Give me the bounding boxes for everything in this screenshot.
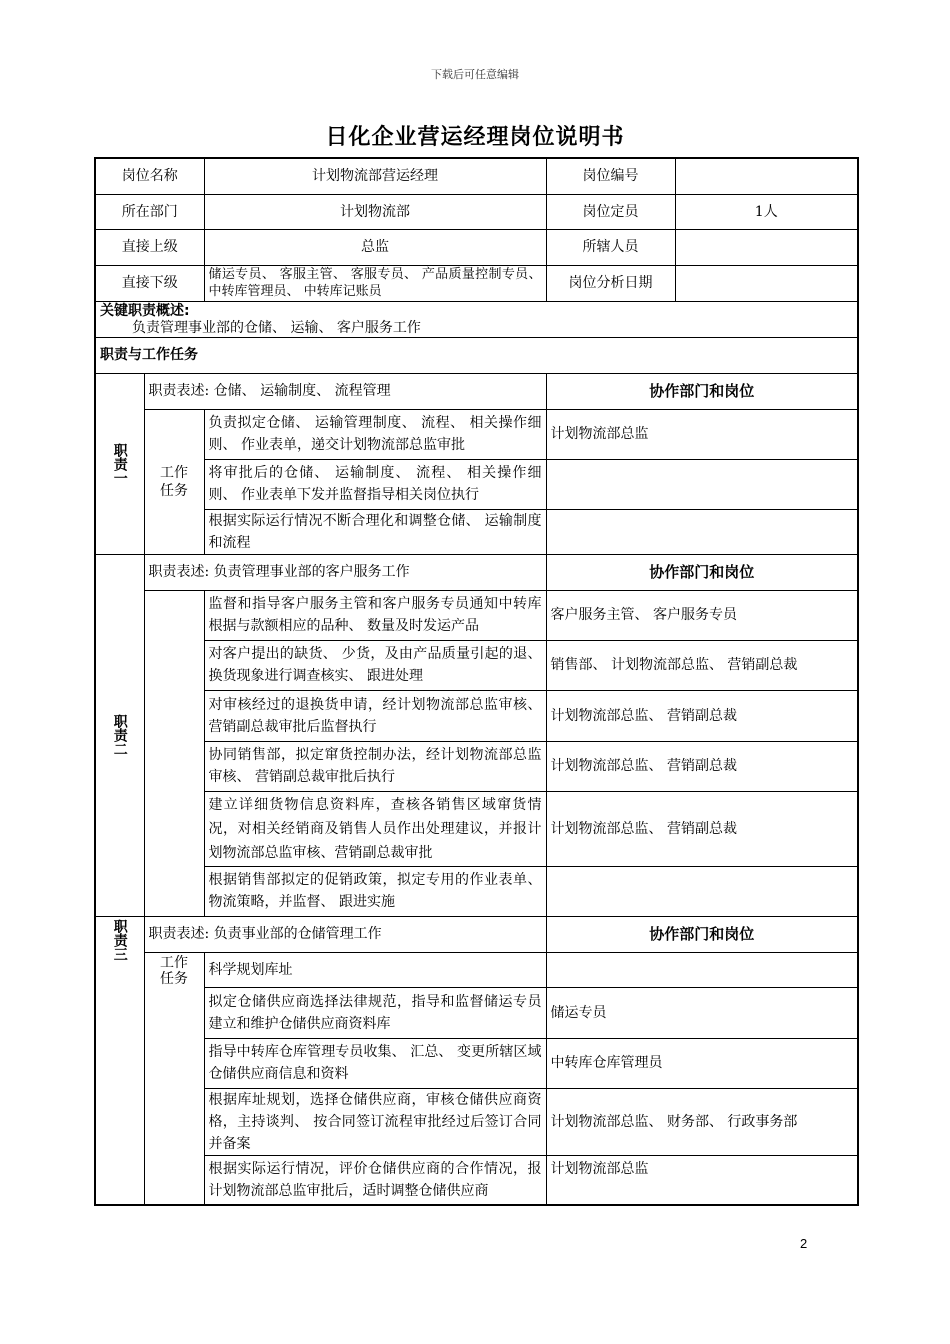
label-cell: 岗位编号 (546, 158, 675, 194)
task-collab: 计划物流部总监 (546, 1155, 858, 1205)
value-cell: 总监 (204, 229, 546, 265)
task-row (95, 409, 858, 459)
task-collab (546, 459, 858, 509)
label-cell: 岗位分析日期 (546, 265, 675, 301)
task-collab: 计划物流部总监 (546, 409, 858, 459)
label-cell: 直接上级 (95, 229, 204, 265)
page-number: 2 (800, 1236, 808, 1251)
info-row (95, 194, 858, 229)
value-cell: 1人 (675, 194, 858, 229)
label-cell: 所在部门 (95, 194, 204, 229)
duty2-desc-row (95, 554, 858, 590)
task-text: 根据实际运行情况，评价仓储供应商的合作情况，报计划物流部总监审批后，适时调整仓储供应商 (204, 1155, 546, 1205)
duty2-desc: 职责表述: 负责管理事业部的客户服务工作 (144, 554, 546, 590)
duty1-name: 职责一 (95, 373, 144, 554)
task-collab (546, 866, 858, 916)
task-row (95, 741, 858, 791)
task-collab: 计划物流部总监、 营销副总裁 (546, 741, 858, 791)
task-collab: 计划物流部总监、 营销副总裁 (546, 690, 858, 741)
duty1-desc: 职责表述: 仓储、 运输制度、 流程管理 (144, 373, 546, 409)
label-cell: 岗位名称 (95, 158, 204, 194)
task-text: 对客户提出的缺货、 少货，及由产品质量引起的退、 换货现象进行调查核实、 跟进处理 (204, 640, 546, 690)
duties-label: 职责与工作任务 (95, 337, 858, 373)
task-collab (546, 952, 858, 987)
task-text: 科学规划库址 (204, 952, 546, 987)
value-cell (675, 158, 858, 194)
task-collab (546, 509, 858, 554)
collab-header: 协作部门和岗位 (546, 916, 858, 952)
task-row (95, 987, 858, 1038)
task-collab: 储运专员 (546, 987, 858, 1038)
job-description-table (94, 157, 859, 1206)
task-text: 监督和指导客户服务主管和客户服务专员通知中转库根据与款额相应的品种、 数量及时发运产品 (204, 590, 546, 640)
duty3-desc-row (95, 916, 858, 952)
task-text: 根据实际运行情况不断合理化和调整仓储、 运输制度和流程 (204, 509, 546, 554)
task-text: 负责拟定仓储、 运输管理制度、 流程、 相关操作细则、 作业表单，递交计划物流部总监审批 (204, 409, 546, 459)
value-cell (675, 229, 858, 265)
task-collab: 客户服务主管、 客户服务专员 (546, 590, 858, 640)
info-row (95, 229, 858, 265)
task-row (95, 1038, 858, 1088)
task-text: 对审核经过的退换货申请，经计划物流部总监审核、 营销副总裁审批后监督执行 (204, 690, 546, 741)
task-row (95, 459, 858, 509)
task-row (95, 791, 858, 866)
task-row (95, 690, 858, 741)
value-cell: 计划物流部营运经理 (204, 158, 546, 194)
task-text: 根据库址规划，选择仓储供应商，审核仓储供应商资格，主持谈判、 按合同签订流程审批经过后签订合同并备案 (204, 1088, 546, 1155)
collab-header: 协作部门和岗位 (546, 373, 858, 409)
duties-header-row (95, 337, 858, 373)
task-collab: 计划物流部总监、 财务部、 行政事务部 (546, 1088, 858, 1155)
task-row (95, 509, 858, 554)
task-row (95, 1088, 858, 1155)
task-collab: 中转库仓库管理员 (546, 1038, 858, 1088)
task-text: 指导中转库仓库管理专员收集、 汇总、 变更所辖区域仓储供应商信息和资料 (204, 1038, 546, 1088)
duty2-name: 职责二 (95, 554, 144, 916)
summary-label: 关键职责概述: (100, 302, 190, 319)
task-text: 根据销售部拟定的促销政策，拟定专用的作业表单、 物流策略，并监督、 跟进实施 (204, 866, 546, 916)
value-cell: 计划物流部 (204, 194, 546, 229)
task-collab: 计划物流部总监、 营销副总裁 (546, 791, 858, 866)
label-cell: 直接下级 (95, 265, 204, 301)
task-text: 建立详细货物信息资料库，查核各销售区域窜货情况，对相关经销商及销售人员作出处理建议，并报计划物流部总监审核、营销副总裁审批 (204, 791, 546, 866)
summary-text: 负责管理事业部的仓储、 运输、 客户服务工作 (132, 319, 421, 336)
task-row (95, 1155, 858, 1205)
task-row (95, 952, 858, 987)
duty3-name: 职责三 (95, 916, 144, 1205)
task-text: 拟定仓储供应商选择法律规范，指导和监督储运专员建立和维护仓储供应商资料库 (204, 987, 546, 1038)
label-cell: 岗位定员 (546, 194, 675, 229)
task-text: 将审批后的仓储、 运输制度、 流程、 相关操作细则、 作业表单下发并监督指导相关岗位执行 (204, 459, 546, 509)
task-row (95, 866, 858, 916)
duty1-desc-row (95, 373, 858, 409)
label-cell: 所辖人员 (546, 229, 675, 265)
task-label: 工作任务 (144, 409, 204, 554)
task-row (95, 590, 858, 640)
header-note: 下载后可任意编辑 (431, 68, 519, 81)
task-label-empty (144, 590, 204, 916)
duty3-desc: 职责表述: 负责事业部的仓储管理工作 (144, 916, 546, 952)
task-row (95, 640, 858, 690)
task-collab: 销售部、 计划物流部总监、 营销副总裁 (546, 640, 858, 690)
info-row (95, 265, 858, 301)
info-row (95, 158, 858, 194)
document-title: 日化企业营运经理岗位说明书 (325, 125, 625, 150)
collab-header: 协作部门和岗位 (546, 554, 858, 590)
task-label: 工作任务 (144, 952, 204, 1205)
task-text: 协同销售部，拟定窜货控制办法，经计划物流部总监审核、 营销副总裁审批后执行 (204, 741, 546, 791)
value-cell: 储运专员、 客服主管、 客服专员、 产品质量控制专员、 中转库管理员、 中转库记账员 (204, 265, 546, 301)
value-cell (675, 265, 858, 301)
summary-row (95, 301, 858, 337)
